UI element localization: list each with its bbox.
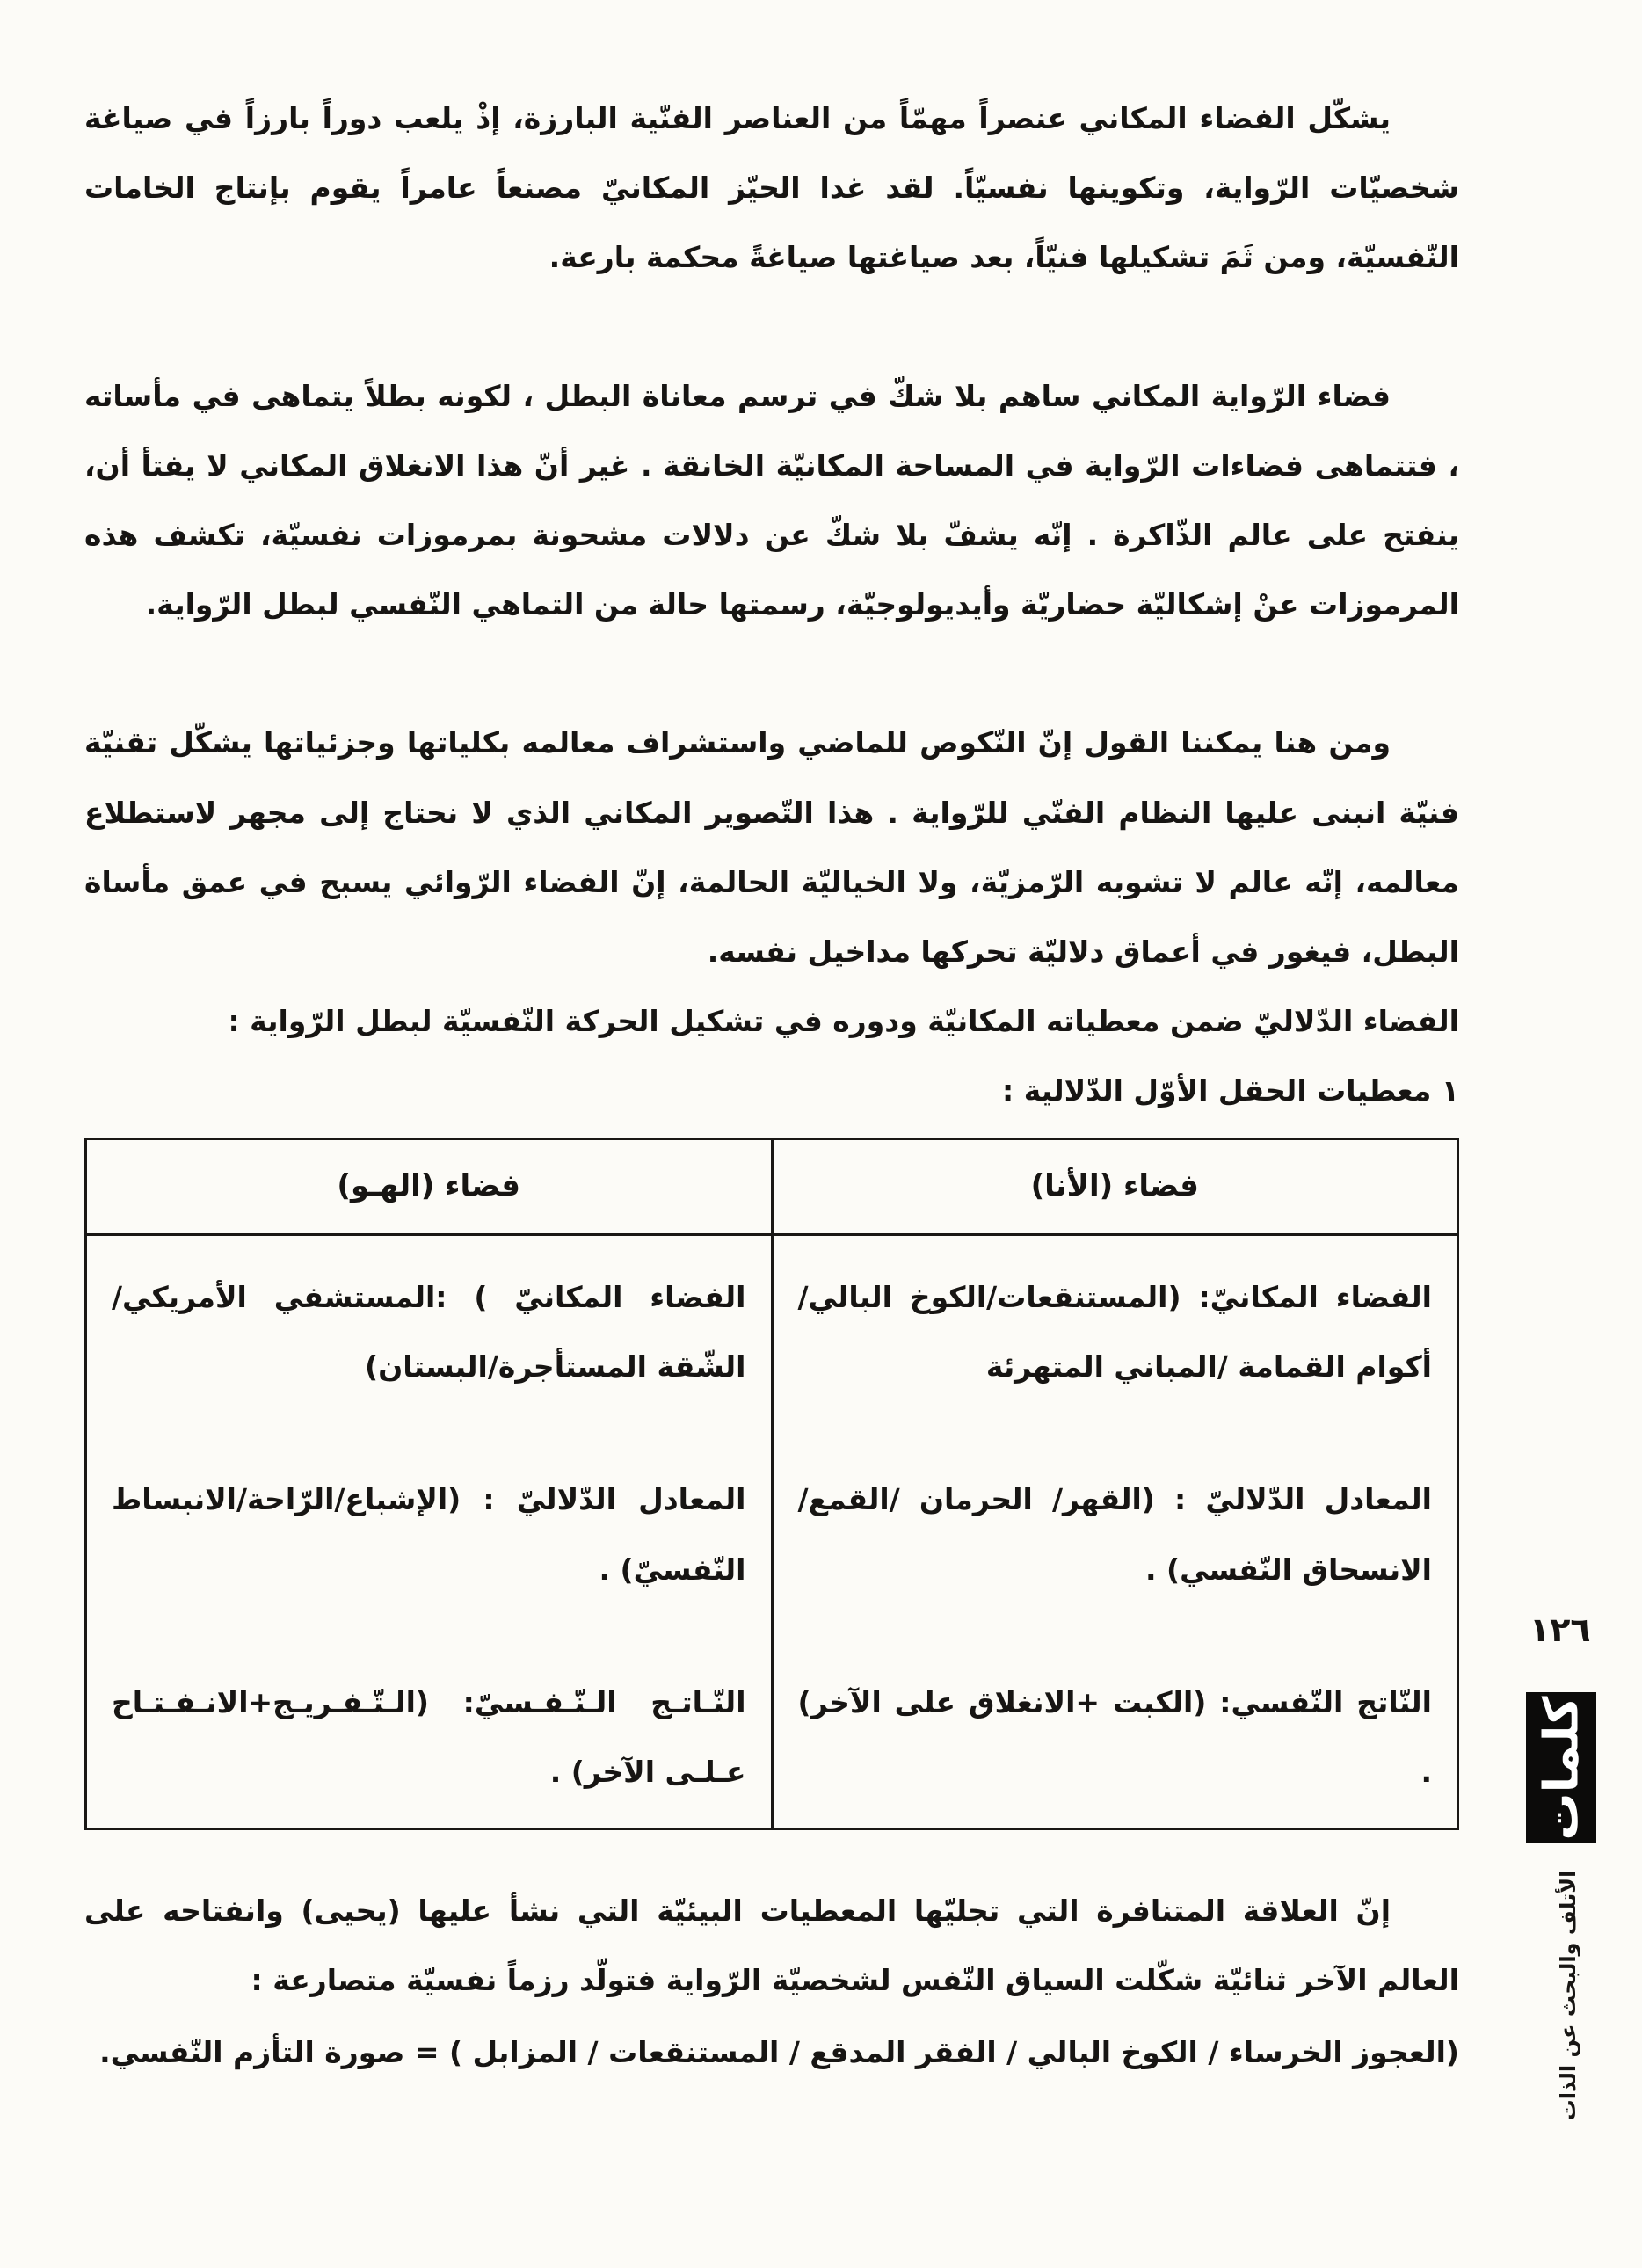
ego-space-cell: [772, 1235, 1458, 1829]
paragraph-equation: (العجوز الخرساء / الكوخ البالي / الفقر المدقع / المستنقعات / المزابل ) = صورة التأزم النّفسي.: [99, 2034, 1459, 2069]
semantic-field-table: [84, 1138, 1459, 1830]
ego-semantic-equivalent: المعادل الدّلاليّ : (القهر/ الحرمان /القمع/ الانسحاق النّفسي) .: [797, 1482, 1432, 1587]
journal-logo-text: كلمات: [1533, 1695, 1589, 1841]
first-field-heading: ١ معطيات الحقل الأوّل الدّلالية :: [1002, 1073, 1459, 1109]
ego-spatial-space: الفضاء المكانيّ: (المستنقعات/الكوخ البالي/أكوام القمامة /المباني المتهرئة: [797, 1280, 1432, 1385]
paragraph-space-role: يشكّل الفضاء المكاني عنصراً مهمّاً من العناصر الفنّية البارزة، إذْ يلعب دوراً بارزاً في صياغة شخصيّات الرّواية، وتكوينها نفسيّاً. لقد غدا الحيّز المكانيّ مصنعاً عامراً يقوم بإنتاج الخامات النّفسيّة، ومن ثَمَ تشكيلها فنيّاً، بعد صياغتها صياغةً محكمة بارعة.: [84, 101, 1459, 275]
conclusion-block: [84, 1876, 1459, 2087]
journal-logo: [1526, 1692, 1596, 1843]
ego-psychological-result: النّاتج النّفسي: (الكبت +الانغلاق على الآخر) .: [797, 1684, 1432, 1789]
table-header-ego-space: فضاء (الأنا): [772, 1139, 1458, 1235]
table-head: [86, 1139, 1458, 1235]
id-spatial-space: الفضاء المكانيّ ) :المستشفي الأمريكي/الشّقة المستأجرة/البستان): [112, 1280, 746, 1385]
table-body: [86, 1235, 1458, 1829]
id-psychological-result: النّـاتـج الـنّـفـسيّ: (الـتّـفـريـج+الانـفـتـاح عـلـى الآخر) .: [112, 1684, 746, 1789]
table-header-id-space: فضاء (الهـو): [86, 1139, 773, 1235]
main-text: [84, 84, 1459, 2089]
page-number: ١٢٦: [1529, 1610, 1591, 1649]
paragraph-regression: ومن هنا يمكننا القول إنّ النّكوص للماضي واستشراف معالمه بكلياتها وجزئياتها يشكّل تقنيّة فنيّة انبنى عليها النظام الفنّي للرّواية . هذا التّصوير المكاني الذي لا نحتاج إلى مجهر لاستطلاع معالمه، إنّه عالم لا تشوبه الرّمزيّة، ولا الخياليّة الحالمة، إنّ الفضاء الرّوائي يسبح في عمق مأساة البطل، فيغور في أعماق دلاليّة تحركها مداخيل نفسه.: [84, 725, 1459, 969]
id-semantic-equivalent: المعادل الدّلاليّ : (الإشباع/الرّاحة/الانبساط النّفسيّ) .: [112, 1482, 746, 1587]
table-header-row: [86, 1139, 1458, 1235]
paragraph-novel-space: فضاء الرّواية المكاني ساهم بلا شكّ في ترسم معاناة البطل ، لكونه بطلاً يتماهى في مأساته ، فتتماهى فضاءات الرّواية في المساحة المكانيّة الخانقة . غير أنّ هذا الانغلاق المكاني لا يفتأ أن، ينفتح على عالم الذّاكرة . إنّه يشفّ بلا شكّ عن دلالات مشحونة بمرموزات نفسيّة، تكشف هذه المرموزات عنْ إشكاليّة حضاريّة وأيديولوجيّة، رسمتها حالة من التماهي النّفسي لبطل الرّواية.: [84, 378, 1459, 622]
table-body-row: [86, 1235, 1458, 1829]
paragraph-dissonant-relation: إنّ العلاقة المتنافرة التي تجليّها المعطيات البيئيّة التي نشأ عليها (يحيى) وانفتاحه على العالم الآخر ثنائيّة شكّلت السياق النّفس لشخصيّة الرّواية فتولّد رزماً نفسيّة متصارعة :: [84, 1894, 1459, 1998]
id-space-cell: [86, 1235, 773, 1829]
running-title-vertical: الأتلف والبحث عن الذات: [1556, 1870, 1580, 2121]
semantic-space-lead: الفضاء الدّلاليّ ضمن معطياته المكانيّة ودوره في تشكيل الحركة النّفسيّة لبطل الرّواية :: [228, 1004, 1459, 1039]
